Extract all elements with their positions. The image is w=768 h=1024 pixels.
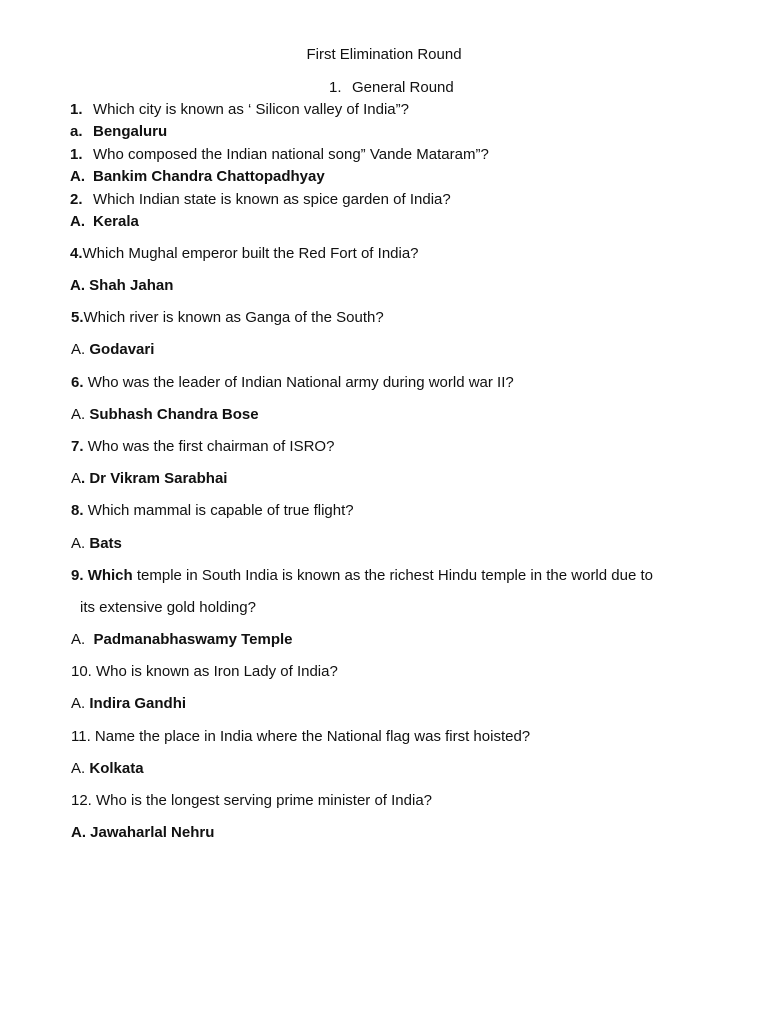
section-title: General Round (352, 79, 454, 96)
answer-prefix: A. (70, 213, 85, 230)
answer-6 (71, 406, 259, 424)
answer-text: Bankim Chandra Chattopadhyay (93, 168, 325, 185)
question-9 (71, 567, 653, 585)
section-heading (329, 79, 454, 97)
question-text: Who composed the Indian national song” Vande Mataram”? (93, 146, 489, 163)
answer-prefix: A. (71, 535, 86, 552)
answer-prefix: a. (70, 123, 83, 140)
question-8 (71, 502, 354, 520)
question-text: temple in South India is known as the richest Hindu temple in the world due to (136, 567, 653, 584)
answer-text: Godavari (89, 341, 155, 358)
question-text: Which mammal is capable of true flight? (87, 502, 354, 519)
question-bold-word: Which (87, 567, 133, 584)
answer-7 (71, 470, 227, 488)
answer-9 (71, 631, 293, 649)
answer-5 (71, 341, 154, 359)
answer-11 (71, 760, 144, 778)
question-number: 5. (71, 309, 84, 326)
question-number: 1. (70, 146, 83, 163)
question-text: Which river is known as Ganga of the South? (83, 309, 384, 326)
answer-text: Bats (89, 535, 122, 552)
answer-prefix: A. (71, 341, 86, 358)
answer-text: Kolkata (89, 760, 144, 777)
question-2 (70, 146, 489, 164)
answer-text: Padmanabhaswamy Temple (93, 631, 293, 648)
answer-prefix: A. (70, 168, 85, 185)
question-11: 11. Name the place in India where the National flag was first hoisted? (71, 728, 531, 745)
question-12: 12. Who is the longest serving prime minister of India? (71, 792, 433, 809)
question-3 (70, 191, 451, 209)
answer-prefix: A. (71, 406, 86, 423)
question-10: 10. Who is known as Iron Lady of India? (71, 663, 338, 680)
question-5 (71, 309, 384, 327)
question-7 (71, 438, 334, 456)
question-text: Which Mughal emperor built the Red Fort of India? (82, 245, 419, 262)
answer-2 (70, 168, 325, 186)
page-title: First Elimination Round (306, 46, 462, 63)
answer-3 (70, 213, 139, 231)
question-text: Which Indian state is known as spice garden of India? (93, 191, 451, 208)
answer-text: Shah Jahan (89, 277, 174, 294)
section-number: 1. (329, 79, 342, 96)
question-number: 1. (70, 101, 83, 118)
answer-1 (70, 123, 167, 141)
answer-prefix: A. (70, 277, 85, 294)
question-9-continuation: its extensive gold holding? (80, 599, 256, 616)
answer-prefix: A (71, 470, 82, 487)
question-1 (70, 101, 409, 119)
answer-4 (70, 277, 173, 295)
answer-8 (71, 535, 122, 553)
question-number: 2. (70, 191, 83, 208)
question-number: 8. (71, 502, 84, 519)
question-text: Who was the leader of Indian National army during world war II? (87, 374, 514, 391)
answer-text: Indira Gandhi (89, 695, 187, 712)
answer-text: Bengaluru (93, 123, 168, 140)
answer-prefix: A. (71, 695, 86, 712)
answer-prefix: A. (71, 760, 86, 777)
question-number: 7. (71, 438, 84, 455)
question-text: Who was the first chairman of ISRO? (87, 438, 335, 455)
question-4 (70, 245, 419, 263)
answer-10 (71, 695, 186, 713)
question-number: 4. (70, 245, 83, 262)
question-number: 6. (71, 374, 84, 391)
answer-text: A. Jawaharlal Nehru (71, 824, 215, 841)
answer-12 (71, 824, 214, 842)
answer-prefix: A. (71, 631, 86, 648)
question-6 (71, 374, 514, 392)
answer-text: Kerala (93, 213, 139, 230)
answer-text: . Dr Vikram Sarabhai (81, 470, 228, 487)
question-number: 9. (71, 567, 84, 584)
answer-text: Subhash Chandra Bose (89, 406, 259, 423)
question-text: Which city is known as ‘ Silicon valley of India”? (93, 101, 409, 118)
